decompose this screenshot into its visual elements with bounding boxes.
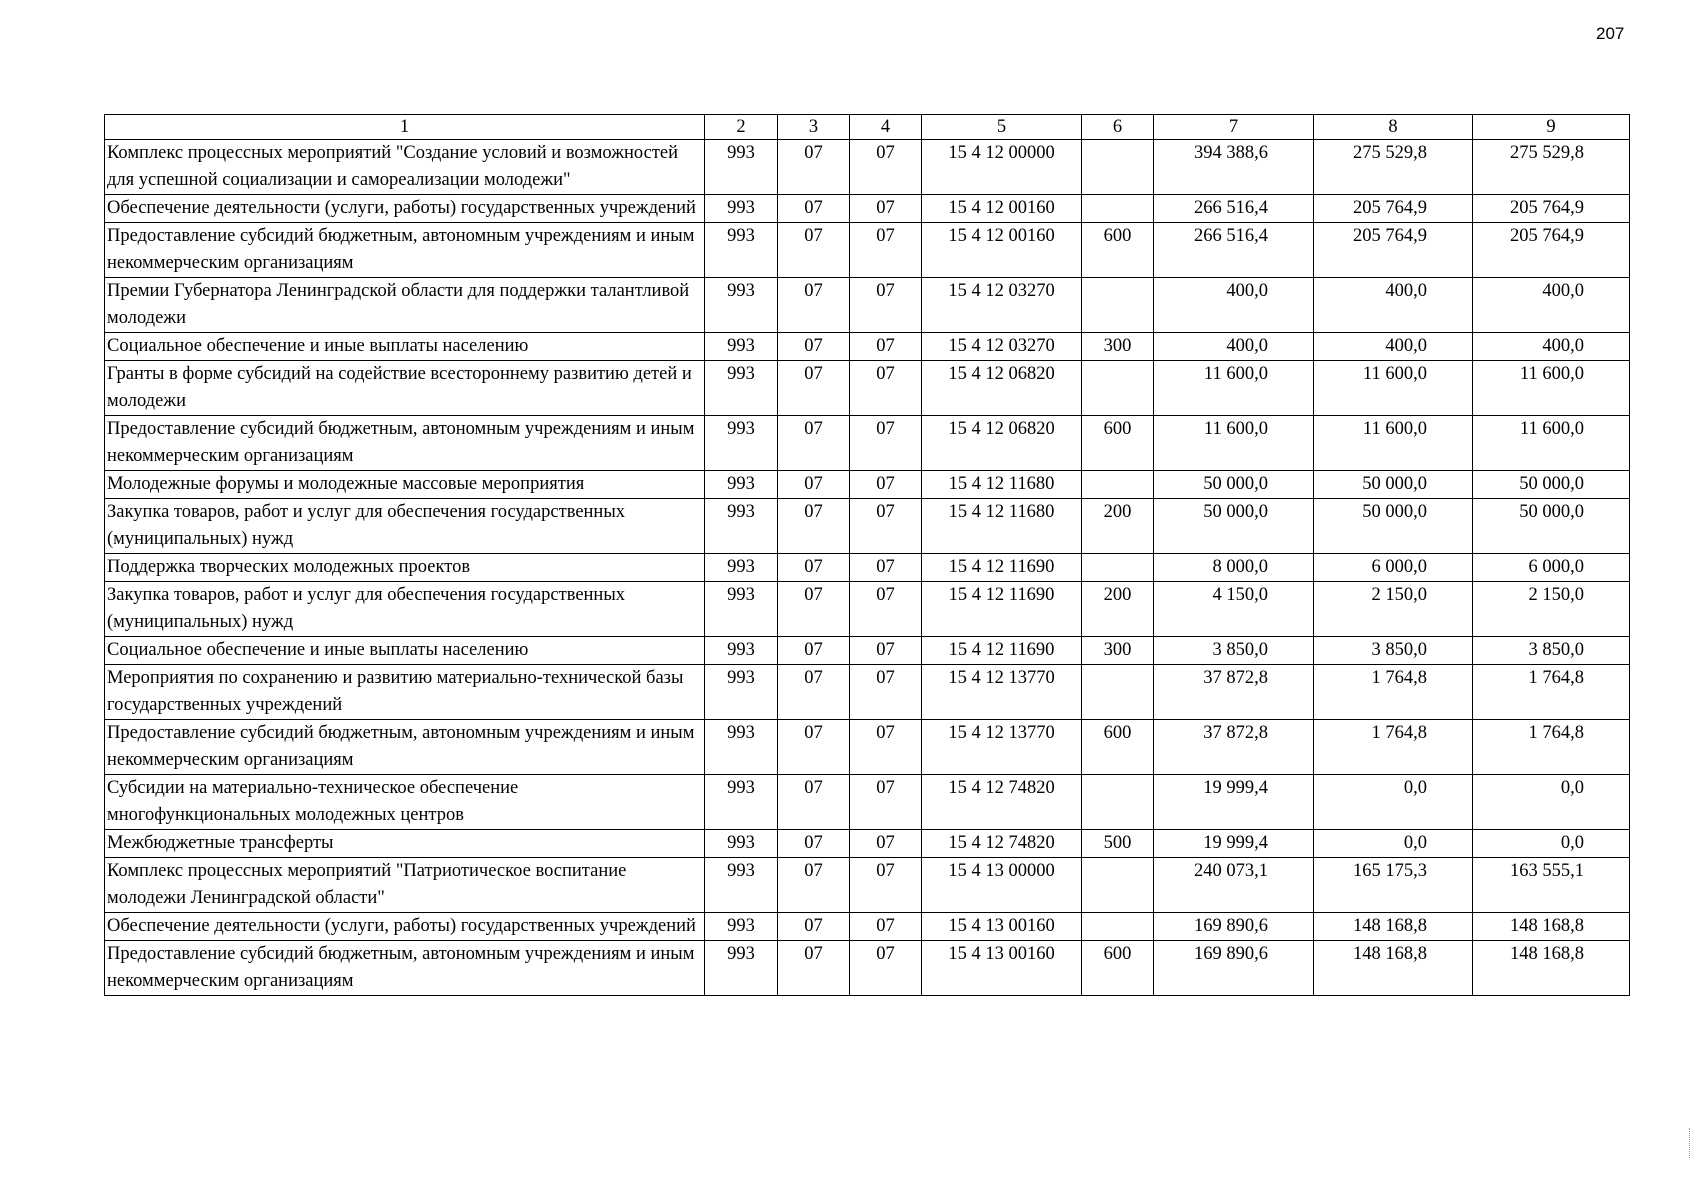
table-row <box>105 637 1630 665</box>
cell-col-3: 07 <box>778 941 850 996</box>
cell-col-5: 15 4 12 00160 <box>922 195 1082 223</box>
cell-col-4: 07 <box>850 665 922 720</box>
cell-col-9: 1 764,8 <box>1473 665 1630 720</box>
cell-col-9: 6 000,0 <box>1473 554 1630 582</box>
cell-name: Комплекс процессных мероприятий "Создание условий и возможностей для успешной социализации и самореализации молодежи" <box>105 140 705 195</box>
cell-col-7: 8 000,0 <box>1154 554 1314 582</box>
cell-name: Предоставление субсидий бюджетным, автономным учреждениям и иным некоммерческим организациям <box>105 941 705 996</box>
cell-col-3: 07 <box>778 637 850 665</box>
cell-col-8: 1 764,8 <box>1314 665 1473 720</box>
cell-col-6: 600 <box>1082 941 1154 996</box>
cell-col-6: 200 <box>1082 499 1154 554</box>
cell-col-3: 07 <box>778 195 850 223</box>
cell-name: Гранты в форме субсидий на содействие всестороннему развитию детей и молодежи <box>105 361 705 416</box>
cell-col-2: 993 <box>705 471 778 499</box>
cell-col-6: 600 <box>1082 223 1154 278</box>
cell-col-8: 400,0 <box>1314 278 1473 333</box>
cell-col-9: 205 764,9 <box>1473 223 1630 278</box>
cell-col-5: 15 4 12 11680 <box>922 499 1082 554</box>
cell-col-6: 300 <box>1082 637 1154 665</box>
cell-col-2: 993 <box>705 554 778 582</box>
cell-col-9: 163 555,1 <box>1473 858 1630 913</box>
cell-col-3: 07 <box>778 830 850 858</box>
cell-col-7: 19 999,4 <box>1154 775 1314 830</box>
cell-col-9: 11 600,0 <box>1473 361 1630 416</box>
cell-col-7: 37 872,8 <box>1154 720 1314 775</box>
header-col-3: 3 <box>778 115 850 140</box>
cell-col-2: 993 <box>705 278 778 333</box>
header-col-1: 1 <box>105 115 705 140</box>
table-row <box>105 830 1630 858</box>
header-col-6: 6 <box>1082 115 1154 140</box>
cell-col-8: 11 600,0 <box>1314 361 1473 416</box>
table-row <box>105 333 1630 361</box>
cell-col-9: 3 850,0 <box>1473 637 1630 665</box>
cell-col-6: 500 <box>1082 830 1154 858</box>
cell-col-6: 300 <box>1082 333 1154 361</box>
cell-col-9: 11 600,0 <box>1473 416 1630 471</box>
cell-col-9: 400,0 <box>1473 333 1630 361</box>
cell-col-3: 07 <box>778 140 850 195</box>
cell-col-5: 15 4 12 11690 <box>922 582 1082 637</box>
cell-col-4: 07 <box>850 333 922 361</box>
cell-col-5: 15 4 12 03270 <box>922 278 1082 333</box>
cell-col-4: 07 <box>850 720 922 775</box>
cell-col-9: 0,0 <box>1473 830 1630 858</box>
cell-col-8: 165 175,3 <box>1314 858 1473 913</box>
cell-col-7: 11 600,0 <box>1154 416 1314 471</box>
cell-col-4: 07 <box>850 913 922 941</box>
cell-name: Межбюджетные трансферты <box>105 830 705 858</box>
cell-col-3: 07 <box>778 720 850 775</box>
header-col-8: 8 <box>1314 115 1473 140</box>
budget-table-container <box>104 114 1629 996</box>
cell-col-2: 993 <box>705 582 778 637</box>
cell-col-9: 275 529,8 <box>1473 140 1630 195</box>
cell-col-4: 07 <box>850 775 922 830</box>
cell-col-4: 07 <box>850 195 922 223</box>
cell-name: Обеспечение деятельности (услуги, работы) государственных учреждений <box>105 913 705 941</box>
cell-col-2: 993 <box>705 195 778 223</box>
cell-name: Обеспечение деятельности (услуги, работы) государственных учреждений <box>105 195 705 223</box>
table-row <box>105 775 1630 830</box>
table-row <box>105 195 1630 223</box>
cell-col-4: 07 <box>850 140 922 195</box>
cell-name: Социальное обеспечение и иные выплаты населению <box>105 637 705 665</box>
cell-col-7: 4 150,0 <box>1154 582 1314 637</box>
table-row <box>105 416 1630 471</box>
cell-col-8: 3 850,0 <box>1314 637 1473 665</box>
cell-col-8: 2 150,0 <box>1314 582 1473 637</box>
table-row <box>105 499 1630 554</box>
cell-col-6 <box>1082 471 1154 499</box>
table-row <box>105 858 1630 913</box>
cell-col-9: 0,0 <box>1473 775 1630 830</box>
cell-col-7: 11 600,0 <box>1154 361 1314 416</box>
cell-col-9: 148 168,8 <box>1473 913 1630 941</box>
cell-col-5: 15 4 12 11690 <box>922 637 1082 665</box>
cell-col-3: 07 <box>778 416 850 471</box>
cell-col-5: 15 4 12 13770 <box>922 665 1082 720</box>
cell-col-4: 07 <box>850 858 922 913</box>
cell-col-6 <box>1082 361 1154 416</box>
cell-col-6 <box>1082 665 1154 720</box>
cell-col-5: 15 4 12 06820 <box>922 416 1082 471</box>
header-col-9: 9 <box>1473 115 1630 140</box>
header-col-4: 4 <box>850 115 922 140</box>
cell-col-4: 07 <box>850 941 922 996</box>
cell-col-7: 37 872,8 <box>1154 665 1314 720</box>
budget-table <box>104 114 1630 996</box>
cell-col-8: 205 764,9 <box>1314 195 1473 223</box>
cell-col-3: 07 <box>778 775 850 830</box>
cell-col-6 <box>1082 913 1154 941</box>
cell-col-8: 148 168,8 <box>1314 913 1473 941</box>
cell-col-7: 400,0 <box>1154 333 1314 361</box>
cell-col-4: 07 <box>850 637 922 665</box>
cell-col-3: 07 <box>778 223 850 278</box>
table-row <box>105 941 1630 996</box>
cell-col-5: 15 4 12 00160 <box>922 223 1082 278</box>
cell-col-9: 148 168,8 <box>1473 941 1630 996</box>
cell-col-2: 993 <box>705 858 778 913</box>
cell-col-8: 50 000,0 <box>1314 471 1473 499</box>
table-row <box>105 140 1630 195</box>
cell-col-6: 200 <box>1082 582 1154 637</box>
cell-col-5: 15 4 12 74820 <box>922 830 1082 858</box>
cell-col-7: 169 890,6 <box>1154 913 1314 941</box>
table-row <box>105 554 1630 582</box>
table-body <box>105 140 1630 996</box>
cell-col-4: 07 <box>850 499 922 554</box>
table-row <box>105 913 1630 941</box>
cell-col-5: 15 4 12 11680 <box>922 471 1082 499</box>
cell-col-7: 50 000,0 <box>1154 499 1314 554</box>
cell-col-6 <box>1082 775 1154 830</box>
header-row <box>105 115 1630 140</box>
cell-col-2: 993 <box>705 720 778 775</box>
cell-col-5: 15 4 12 00000 <box>922 140 1082 195</box>
cell-col-2: 993 <box>705 775 778 830</box>
cell-col-6 <box>1082 554 1154 582</box>
cell-col-3: 07 <box>778 333 850 361</box>
table-row <box>105 665 1630 720</box>
cell-col-8: 1 764,8 <box>1314 720 1473 775</box>
cell-col-3: 07 <box>778 554 850 582</box>
cell-col-5: 15 4 12 06820 <box>922 361 1082 416</box>
cell-col-4: 07 <box>850 361 922 416</box>
cell-name: Мероприятия по сохранению и развитию материально-технической базы государственных учреждений <box>105 665 705 720</box>
cell-col-9: 50 000,0 <box>1473 499 1630 554</box>
cell-name: Социальное обеспечение и иные выплаты населению <box>105 333 705 361</box>
cell-col-8: 50 000,0 <box>1314 499 1473 554</box>
cell-col-3: 07 <box>778 582 850 637</box>
table-row <box>105 582 1630 637</box>
cell-name: Премии Губернатора Ленинградской области для поддержки талантливой молодежи <box>105 278 705 333</box>
cell-col-3: 07 <box>778 471 850 499</box>
header-col-7: 7 <box>1154 115 1314 140</box>
cell-col-9: 1 764,8 <box>1473 720 1630 775</box>
cell-col-6 <box>1082 278 1154 333</box>
cell-col-5: 15 4 13 00160 <box>922 941 1082 996</box>
cell-col-8: 275 529,8 <box>1314 140 1473 195</box>
table-row <box>105 223 1630 278</box>
cell-col-2: 993 <box>705 140 778 195</box>
table-row <box>105 361 1630 416</box>
cell-col-8: 11 600,0 <box>1314 416 1473 471</box>
cell-col-8: 148 168,8 <box>1314 941 1473 996</box>
cell-col-2: 993 <box>705 830 778 858</box>
cell-col-5: 15 4 12 74820 <box>922 775 1082 830</box>
cell-col-9: 2 150,0 <box>1473 582 1630 637</box>
cell-col-3: 07 <box>778 665 850 720</box>
cell-col-4: 07 <box>850 582 922 637</box>
cell-col-9: 400,0 <box>1473 278 1630 333</box>
cell-col-6 <box>1082 195 1154 223</box>
cell-name: Закупка товаров, работ и услуг для обеспечения государственных (муниципальных) нужд <box>105 499 705 554</box>
cell-col-3: 07 <box>778 499 850 554</box>
header-col-5: 5 <box>922 115 1082 140</box>
cell-col-8: 205 764,9 <box>1314 223 1473 278</box>
cell-name: Предоставление субсидий бюджетным, автономным учреждениям и иным некоммерческим организациям <box>105 720 705 775</box>
cell-col-2: 993 <box>705 223 778 278</box>
cell-name: Комплекс процессных мероприятий "Патриотическое воспитание молодежи Ленинградской области" <box>105 858 705 913</box>
cell-col-5: 15 4 12 13770 <box>922 720 1082 775</box>
cell-col-3: 07 <box>778 361 850 416</box>
scan-artifact <box>1689 1128 1691 1158</box>
cell-col-9: 50 000,0 <box>1473 471 1630 499</box>
cell-col-2: 993 <box>705 637 778 665</box>
page-number: 207 <box>1596 24 1625 43</box>
header-col-2: 2 <box>705 115 778 140</box>
table-header <box>105 115 1630 140</box>
cell-col-2: 993 <box>705 913 778 941</box>
cell-col-2: 993 <box>705 416 778 471</box>
cell-col-2: 993 <box>705 333 778 361</box>
cell-col-2: 993 <box>705 361 778 416</box>
cell-col-3: 07 <box>778 913 850 941</box>
cell-name: Поддержка творческих молодежных проектов <box>105 554 705 582</box>
cell-col-7: 169 890,6 <box>1154 941 1314 996</box>
cell-col-2: 993 <box>705 941 778 996</box>
cell-col-7: 400,0 <box>1154 278 1314 333</box>
cell-col-6: 600 <box>1082 720 1154 775</box>
cell-col-4: 07 <box>850 416 922 471</box>
cell-col-8: 400,0 <box>1314 333 1473 361</box>
cell-col-7: 266 516,4 <box>1154 195 1314 223</box>
cell-col-3: 07 <box>778 278 850 333</box>
cell-col-5: 15 4 12 11690 <box>922 554 1082 582</box>
cell-col-7: 50 000,0 <box>1154 471 1314 499</box>
cell-col-4: 07 <box>850 223 922 278</box>
cell-col-3: 07 <box>778 858 850 913</box>
cell-name: Молодежные форумы и молодежные массовые мероприятия <box>105 471 705 499</box>
cell-name: Предоставление субсидий бюджетным, автономным учреждениям и иным некоммерческим организациям <box>105 223 705 278</box>
cell-col-7: 394 388,6 <box>1154 140 1314 195</box>
cell-col-2: 993 <box>705 665 778 720</box>
cell-col-5: 15 4 13 00160 <box>922 913 1082 941</box>
cell-col-8: 0,0 <box>1314 830 1473 858</box>
cell-col-6: 600 <box>1082 416 1154 471</box>
cell-name: Закупка товаров, работ и услуг для обеспечения государственных (муниципальных) нужд <box>105 582 705 637</box>
table-row <box>105 720 1630 775</box>
cell-col-6 <box>1082 140 1154 195</box>
cell-col-7: 266 516,4 <box>1154 223 1314 278</box>
cell-col-7: 240 073,1 <box>1154 858 1314 913</box>
cell-col-4: 07 <box>850 554 922 582</box>
cell-col-6 <box>1082 858 1154 913</box>
cell-col-7: 3 850,0 <box>1154 637 1314 665</box>
table-row <box>105 278 1630 333</box>
cell-col-9: 205 764,9 <box>1473 195 1630 223</box>
cell-col-8: 6 000,0 <box>1314 554 1473 582</box>
cell-col-8: 0,0 <box>1314 775 1473 830</box>
cell-name: Субсидии на материально-техническое обеспечение многофункциональных молодежных центров <box>105 775 705 830</box>
cell-name: Предоставление субсидий бюджетным, автономным учреждениям и иным некоммерческим организациям <box>105 416 705 471</box>
table-row <box>105 471 1630 499</box>
cell-col-4: 07 <box>850 471 922 499</box>
cell-col-5: 15 4 13 00000 <box>922 858 1082 913</box>
cell-col-5: 15 4 12 03270 <box>922 333 1082 361</box>
cell-col-7: 19 999,4 <box>1154 830 1314 858</box>
cell-col-4: 07 <box>850 278 922 333</box>
cell-col-2: 993 <box>705 499 778 554</box>
cell-col-4: 07 <box>850 830 922 858</box>
